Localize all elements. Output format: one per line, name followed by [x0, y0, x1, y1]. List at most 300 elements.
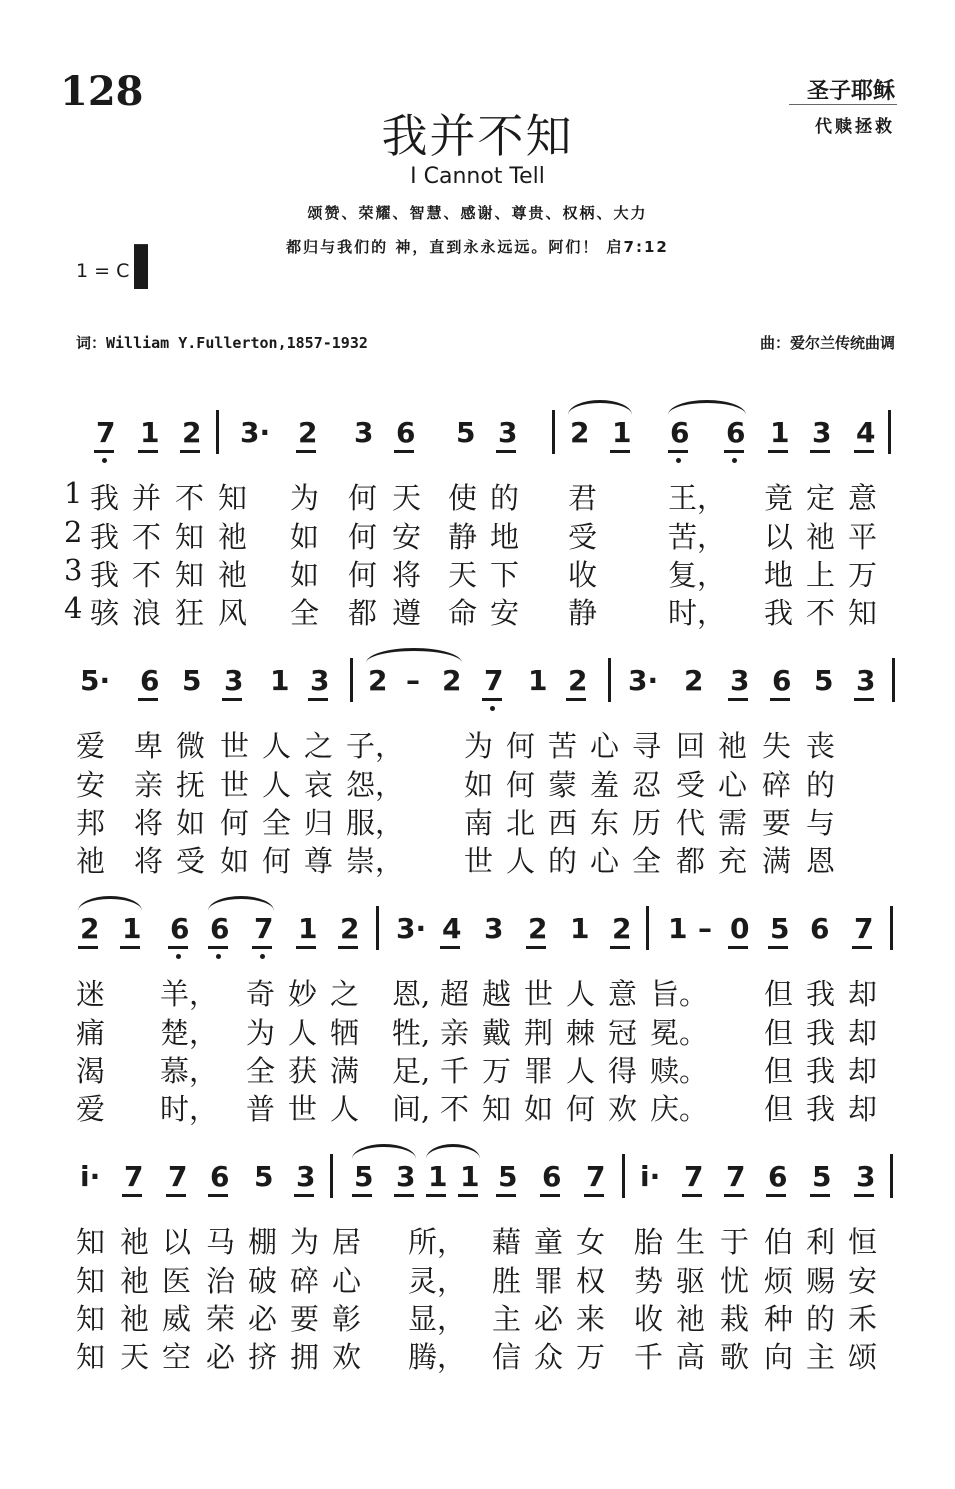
- lyric-char: 的: [548, 844, 578, 878]
- lyric-char: 以: [764, 520, 794, 554]
- lyric-char: 将: [134, 806, 164, 840]
- lyric-char: 医: [162, 1264, 192, 1298]
- music-line-4: [0, 1160, 955, 1220]
- note-underline: [426, 1194, 446, 1197]
- lyric-char: 微: [176, 729, 206, 763]
- note-underline: [78, 946, 98, 949]
- note: i·: [640, 1160, 661, 1193]
- lyric-char: 全: [632, 844, 662, 878]
- lyric-char: 哀: [304, 768, 334, 802]
- note: 3: [730, 664, 750, 697]
- lyric-char: 代: [676, 806, 706, 840]
- note: 7: [254, 912, 274, 945]
- lyric-row-verse-2: [0, 1011, 955, 1051]
- bar-line: [888, 410, 891, 454]
- lyric-row-verse-4: [0, 839, 955, 879]
- lyric-char: 赎。: [650, 1054, 709, 1088]
- lyric-char: 知: [218, 481, 248, 515]
- lyric-char: 意: [848, 481, 878, 515]
- note: 1: [668, 912, 688, 945]
- bar-line: [330, 1154, 333, 1198]
- lyric-row-verse-2: [0, 1259, 955, 1299]
- lyric-char: 威: [162, 1302, 192, 1336]
- lyric-char: 如: [290, 520, 320, 554]
- note: 1: [140, 416, 160, 449]
- composer-credit: 曲：爱尔兰传统曲调: [759, 334, 895, 352]
- hymn-subtitle: I Cannot Tell: [410, 164, 545, 189]
- lyric-char: 彰: [332, 1302, 362, 1336]
- lyric-char: 知: [76, 1225, 106, 1259]
- lyric-char: 碎: [762, 768, 792, 802]
- note: –: [698, 912, 712, 945]
- lyric-char: 怨，: [346, 768, 405, 802]
- lyric-char: 棚: [248, 1225, 278, 1259]
- lyric-char: 我: [806, 977, 836, 1011]
- lyric-char: 寻: [632, 729, 662, 763]
- lyric-char: 越: [482, 977, 512, 1011]
- lyric-char: 生: [676, 1225, 706, 1259]
- lyric-char: 人: [330, 1092, 360, 1126]
- lyric-char: 人: [506, 844, 536, 878]
- lyric-char: 祂: [676, 1302, 706, 1336]
- lyric-char: 间,: [392, 1092, 431, 1126]
- lyric-char: 何: [262, 844, 292, 878]
- note-underline: [352, 1194, 372, 1197]
- lyric-char: 赐: [806, 1264, 836, 1298]
- lyric-char: 祂: [806, 520, 836, 554]
- note-underline: [768, 946, 788, 949]
- lyric-char: 冕。: [650, 1016, 709, 1050]
- lyric-char: 为: [246, 1016, 276, 1050]
- note-underline: [308, 698, 328, 701]
- note-underline: [138, 450, 158, 453]
- note-underline: [724, 1194, 744, 1197]
- lyric-char: 破: [248, 1264, 278, 1298]
- note-underline: [610, 946, 630, 949]
- lyric-row-verse-1: [0, 1220, 955, 1260]
- lyric-char: 灵，: [408, 1264, 467, 1298]
- lyric-char: 邦: [76, 806, 106, 840]
- lyric-char: 获: [288, 1054, 318, 1088]
- lyric-char: 世: [220, 729, 250, 763]
- lyric-char: 以: [162, 1225, 192, 1259]
- lyric-char: 我: [90, 481, 120, 515]
- note: 4: [856, 416, 876, 449]
- lyric-char: 天: [392, 481, 422, 515]
- lyric-char: 颂: [848, 1340, 878, 1374]
- lyric-char: 充: [718, 844, 748, 878]
- note-underline: [294, 1194, 314, 1197]
- lyric-char: 我: [806, 1054, 836, 1088]
- lyric-char: 知: [175, 558, 205, 592]
- note-underline: [768, 450, 788, 453]
- lyric-char: 烦: [764, 1264, 794, 1298]
- lyric-row-verse-3: [0, 1297, 955, 1337]
- lyric-char: 不: [175, 481, 205, 515]
- note: 5: [812, 1160, 832, 1193]
- lyric-char: 尊: [304, 844, 334, 878]
- octave-dot: [216, 954, 221, 959]
- note-underline: [138, 698, 158, 701]
- lyric-char: 竟: [764, 481, 794, 515]
- lyric-char: 慕，: [160, 1054, 219, 1088]
- lyric-char: 罪: [534, 1264, 564, 1298]
- note-underline: [482, 698, 502, 701]
- lyric-char: 不: [132, 558, 162, 592]
- note: 3: [354, 416, 374, 449]
- lyric-char: 复，: [668, 558, 727, 592]
- lyric-char: 的: [490, 481, 520, 515]
- lyric-char: 何: [348, 481, 378, 515]
- lyric-char: 忍: [632, 768, 662, 802]
- lyric-char: 足,: [392, 1054, 431, 1088]
- lyric-char: 楚，: [160, 1016, 219, 1050]
- note: 3: [498, 416, 518, 449]
- lyric-char: 于: [720, 1225, 750, 1259]
- lyric-char: 拥: [290, 1340, 320, 1374]
- lyric-char: 碎: [290, 1264, 320, 1298]
- lyric-char: 欢: [332, 1340, 362, 1374]
- note: 2: [80, 912, 100, 945]
- lyric-char: 所，: [408, 1225, 467, 1259]
- lyric-char: 人: [262, 729, 292, 763]
- lyric-char: 知: [76, 1264, 106, 1298]
- lyric-char: 种: [764, 1302, 794, 1336]
- lyric-row-verse-4: [0, 1335, 955, 1375]
- lyric-char: 将: [134, 844, 164, 878]
- lyric-char: 居: [332, 1225, 362, 1259]
- lyric-char: 亲: [440, 1016, 470, 1050]
- time-signature: [134, 250, 145, 294]
- note: 1: [528, 664, 548, 697]
- bar-line: [216, 410, 219, 454]
- note: 6: [210, 912, 230, 945]
- category-main: 圣子耶稣: [806, 79, 895, 104]
- lyric-char: 超: [440, 977, 470, 1011]
- note-underline: [120, 946, 140, 949]
- lyric-char: 高: [676, 1340, 706, 1374]
- lyric-char: 得: [608, 1054, 638, 1088]
- lyric-char: 痛: [76, 1016, 106, 1050]
- note-underline: [610, 450, 630, 453]
- bar-line: [622, 1154, 625, 1198]
- lyric-char: 全: [290, 596, 320, 630]
- note: 1: [428, 1160, 448, 1193]
- bar-line: [376, 906, 379, 950]
- note-underline: [180, 450, 200, 453]
- note-underline: [394, 1194, 414, 1197]
- lyric-char: 但: [764, 1016, 794, 1050]
- lyric-char: 如: [290, 558, 320, 592]
- lyric-char: 我: [806, 1092, 836, 1126]
- note-underline: [682, 1194, 702, 1197]
- note: 7: [96, 416, 116, 449]
- note-underline: [94, 450, 114, 453]
- note-underline: [668, 450, 688, 453]
- lyric-char: 祂: [218, 558, 248, 592]
- lyric-char: 知: [175, 520, 205, 554]
- note: 3: [310, 664, 330, 697]
- note: 6: [726, 416, 746, 449]
- note-underline: [496, 450, 516, 453]
- lyric-char: 受: [176, 844, 206, 878]
- lyric-char: 回: [676, 729, 706, 763]
- lyric-char: 南: [464, 806, 494, 840]
- note: 2: [612, 912, 632, 945]
- note: 5: [498, 1160, 518, 1193]
- lyric-char: 万: [482, 1054, 512, 1088]
- note: 1: [612, 416, 632, 449]
- note: 6: [170, 912, 190, 945]
- lyric-char: 归: [304, 806, 334, 840]
- lyric-char: 时，: [160, 1092, 219, 1126]
- lyric-char: 牲,: [392, 1016, 431, 1050]
- lyric-char: 势: [634, 1264, 664, 1298]
- lyric-char: 丧: [806, 729, 836, 763]
- lyric-char: 收: [568, 558, 598, 592]
- lyric-char: 收: [634, 1302, 664, 1336]
- bar-line: [892, 658, 895, 702]
- lyric-char: 子，: [346, 729, 405, 763]
- lyric-char: 知: [482, 1092, 512, 1126]
- lyric-char: 人: [288, 1016, 318, 1050]
- lyric-char: 为: [290, 481, 320, 515]
- lyric-char: 栽: [720, 1302, 750, 1336]
- note: 7: [854, 912, 874, 945]
- lyric-char: 却: [848, 1092, 878, 1126]
- note: 3: [296, 1160, 316, 1193]
- lyric-row-verse-1: [0, 972, 955, 1012]
- lyric-char: 天: [448, 558, 478, 592]
- note: 6: [542, 1160, 562, 1193]
- lyric-char: 忧: [720, 1264, 750, 1298]
- lyric-char: 恩,: [392, 977, 431, 1011]
- lyric-row-verse-2: [0, 515, 955, 555]
- lyric-row-verse-3: [0, 801, 955, 841]
- lyric-char: 上: [806, 558, 836, 592]
- lyric-char: 女: [576, 1225, 606, 1259]
- lyric-char: 崇，: [346, 844, 405, 878]
- lyric-char: 祂: [120, 1302, 150, 1336]
- lyric-char: 胜: [492, 1264, 522, 1298]
- lyric-char: 使: [448, 481, 478, 515]
- lyric-char: 西: [548, 806, 578, 840]
- slur: [352, 1144, 416, 1159]
- note: 3·: [628, 664, 659, 697]
- note-underline: [222, 698, 242, 701]
- lyric-char: 苦: [548, 729, 578, 763]
- lyric-char: 向: [764, 1340, 794, 1374]
- lyric-char: 祂: [76, 844, 106, 878]
- octave-dot: [176, 954, 181, 959]
- lyric-char: 全: [246, 1054, 276, 1088]
- key-signature: 1 = C: [76, 260, 130, 282]
- note: 3: [856, 664, 876, 697]
- lyric-row-verse-3: [0, 553, 955, 593]
- lyric-char: 信: [492, 1340, 522, 1374]
- note: 3·: [396, 912, 427, 945]
- lyric-char: 将: [392, 558, 422, 592]
- lyric-char: 胎: [634, 1225, 664, 1259]
- lyric-char: 知: [76, 1340, 106, 1374]
- note: 2: [528, 912, 548, 945]
- lyric-char: 恩: [806, 844, 836, 878]
- note: 3: [812, 416, 832, 449]
- lyric-char: 时，: [668, 596, 727, 630]
- bar-line: [890, 1154, 893, 1198]
- lyric-char: 但: [764, 1092, 794, 1126]
- lyric-char: 利: [806, 1225, 836, 1259]
- note-underline: [810, 1194, 830, 1197]
- lyric-char: 如: [220, 844, 250, 878]
- lyric-char: 狂: [175, 596, 205, 630]
- lyric-char: 4: [64, 591, 83, 625]
- lyric-char: 之: [304, 729, 334, 763]
- lyric-char: 旨。: [650, 977, 709, 1011]
- lyric-char: 爱: [76, 729, 106, 763]
- lyric-char: 牺: [330, 1016, 360, 1050]
- lyric-char: 为: [290, 1225, 320, 1259]
- lyric-char: 祂: [120, 1225, 150, 1259]
- octave-dot: [260, 954, 265, 959]
- slur: [78, 896, 142, 911]
- lyric-char: 不: [132, 520, 162, 554]
- lyric-char: 卑: [134, 729, 164, 763]
- note-underline: [766, 1194, 786, 1197]
- lyric-char: 的: [806, 1302, 836, 1336]
- lyric-char: 心: [590, 844, 620, 878]
- lyric-char: 冠: [608, 1016, 638, 1050]
- lyric-char: 万: [576, 1340, 606, 1374]
- lyric-char: 恒: [848, 1225, 878, 1259]
- note-underline: [854, 1194, 874, 1197]
- note-underline: [540, 1194, 560, 1197]
- note: 7: [124, 1160, 144, 1193]
- lyric-char: 显，: [408, 1302, 467, 1336]
- note: 3: [224, 664, 244, 697]
- note: 7: [586, 1160, 606, 1193]
- lyric-char: 世: [464, 844, 494, 878]
- lyric-char: 心: [718, 768, 748, 802]
- lyric-char: 受: [568, 520, 598, 554]
- octave-dot: [732, 458, 737, 463]
- note-underline: [728, 946, 748, 949]
- lyric-char: 必: [534, 1302, 564, 1336]
- slur: [208, 896, 274, 911]
- lyric-char: 蒙: [548, 768, 578, 802]
- note-underline: [584, 1194, 604, 1197]
- lyric-char: 何: [506, 729, 536, 763]
- lyric-char: 心: [590, 729, 620, 763]
- note: –: [406, 664, 420, 697]
- category-sub: 代赎拯救: [815, 117, 895, 137]
- lyric-char: 心: [332, 1264, 362, 1298]
- slur: [426, 1144, 480, 1159]
- note: 1: [270, 664, 290, 697]
- lyric-char: 2: [64, 515, 83, 549]
- note: 5: [354, 1160, 374, 1193]
- lyric-char: 羞: [590, 768, 620, 802]
- lyric-char: 要: [290, 1302, 320, 1336]
- lyric-char: 何: [348, 520, 378, 554]
- note-underline: [854, 698, 874, 701]
- lyric-char: 欢: [608, 1092, 638, 1126]
- lyric-char: 世: [288, 1092, 318, 1126]
- lyricist-credit: 词：William Y.Fullerton,1857-1932: [76, 334, 368, 352]
- lyric-char: 安: [848, 1264, 878, 1298]
- lyric-char: 天: [120, 1340, 150, 1374]
- lyric-char: 歌: [720, 1340, 750, 1374]
- lyric-char: 挤: [248, 1340, 278, 1374]
- lyric-char: 北: [506, 806, 536, 840]
- lyric-char: 1: [64, 476, 83, 510]
- lyric-char: 棘: [566, 1016, 596, 1050]
- lyric-char: 禾: [848, 1302, 878, 1336]
- lyric-char: 迷: [76, 977, 106, 1011]
- lyric-char: 我: [806, 1016, 836, 1050]
- lyric-char: 命: [448, 596, 478, 630]
- lyric-char: 地: [764, 558, 794, 592]
- lyric-char: 并: [132, 481, 162, 515]
- note: 3: [396, 1160, 416, 1193]
- lyric-char: 却: [848, 1016, 878, 1050]
- lyric-char: 历: [632, 806, 662, 840]
- note: 2: [368, 664, 388, 697]
- note-underline: [296, 946, 316, 949]
- lyric-char: 为: [464, 729, 494, 763]
- lyric-char: 如: [524, 1092, 554, 1126]
- lyric-char: 祂: [120, 1264, 150, 1298]
- lyric-char: 的: [806, 768, 836, 802]
- lyric-char: 定: [806, 481, 836, 515]
- lyric-char: 藉: [492, 1225, 522, 1259]
- lyric-char: 都: [348, 596, 378, 630]
- octave-dot: [676, 458, 681, 463]
- lyric-char: 我: [764, 596, 794, 630]
- note: 5·: [80, 664, 111, 697]
- lyric-char: 童: [534, 1225, 564, 1259]
- lyric-char: 普: [246, 1092, 276, 1126]
- lyric-char: 爱: [76, 1092, 106, 1126]
- lyric-char: 平: [848, 520, 878, 554]
- note: 2: [442, 664, 462, 697]
- category-divider: [789, 104, 897, 105]
- note: 7: [168, 1160, 188, 1193]
- lyric-char: 祂: [718, 729, 748, 763]
- note: 3: [856, 1160, 876, 1193]
- lyric-char: 万: [848, 558, 878, 592]
- lyric-char: 我: [90, 520, 120, 554]
- lyric-char: 必: [206, 1340, 236, 1374]
- note: 6: [810, 912, 830, 945]
- lyric-char: 如: [176, 806, 206, 840]
- lyric-char: 如: [464, 768, 494, 802]
- note: 5: [182, 664, 202, 697]
- lyric-char: 荆: [524, 1016, 554, 1050]
- note-underline: [526, 946, 546, 949]
- octave-dot: [102, 458, 107, 463]
- note: 7: [484, 664, 504, 697]
- lyric-char: 腾，: [408, 1340, 467, 1374]
- music-line-1: [0, 416, 955, 476]
- lyric-char: 戴: [482, 1016, 512, 1050]
- lyric-row-verse-2: [0, 763, 955, 803]
- lyric-char: 何: [566, 1092, 596, 1126]
- octave-dot: [490, 706, 495, 711]
- lyric-char: 权: [576, 1264, 606, 1298]
- note: 3: [484, 912, 504, 945]
- note: 6: [210, 1160, 230, 1193]
